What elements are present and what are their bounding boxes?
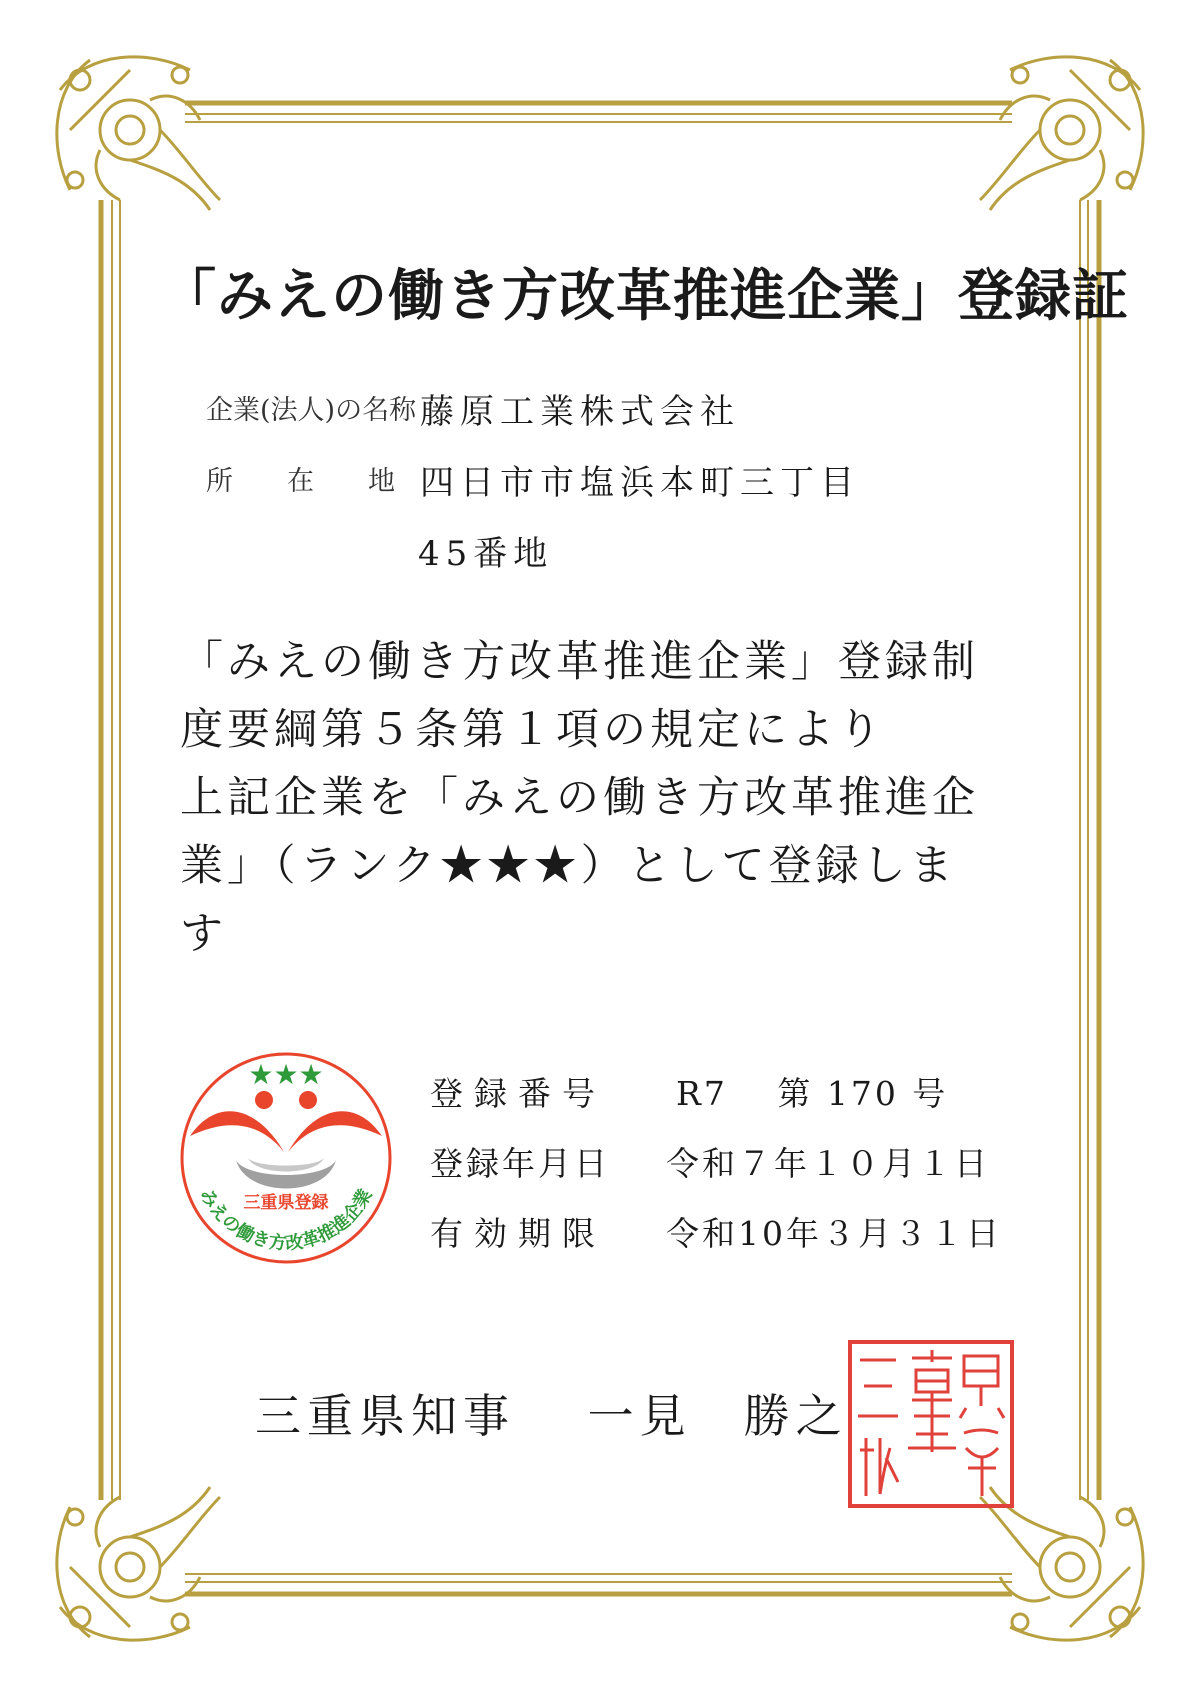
expiry-date-value: 令和10年３月３１日	[666, 1214, 1002, 1253]
registration-date-label: 登録年月日	[430, 1144, 610, 1183]
corner-ornament-top-left	[30, 30, 230, 230]
body-line: 度要綱第５条第１項の規定により	[180, 705, 885, 755]
address-line-1: 四日市市塩浜本町三丁目	[420, 463, 860, 503]
body-line: 業」（ランク★★★）として登録しま	[180, 841, 957, 891]
registration-number-value: R7 第 170 号	[676, 1074, 949, 1113]
address-label: 所 在 地	[206, 466, 395, 497]
registration-date-value: 令和７年１０月１日	[666, 1144, 990, 1183]
logo-stars: ★★★	[248, 1058, 324, 1091]
certificate-body	[180, 628, 1000, 968]
logo-ring-textpath: みえの働き方改革推進企業	[195, 1185, 377, 1255]
corner-ornament-bottom-left	[30, 1467, 230, 1667]
expiry-date-label: 有効期限	[430, 1214, 606, 1253]
governor-name: 三重県知事 一見 勝之	[255, 1389, 848, 1443]
body-line: 上記企業を「みえの働き方改革推進企	[180, 773, 979, 823]
company-name-label: 企業(法人)の名称	[206, 395, 417, 426]
body-line: 「みえの働き方改革推進企業」登録制	[180, 637, 979, 687]
address-line-2: 45番地	[418, 534, 554, 574]
body-line: す	[180, 909, 227, 959]
company-name-value: 藤原工業株式会社	[420, 392, 740, 432]
certificate-title: 「みえの働き方改革推進企業」登録証	[160, 263, 1129, 329]
mie-work-style-logo	[176, 1048, 396, 1268]
governor-seal	[846, 1338, 1016, 1510]
logo-top-text: 三重県登録	[243, 1193, 329, 1213]
registration-number-label: 登録番号	[430, 1074, 606, 1113]
corner-ornament-top-right	[970, 30, 1170, 230]
